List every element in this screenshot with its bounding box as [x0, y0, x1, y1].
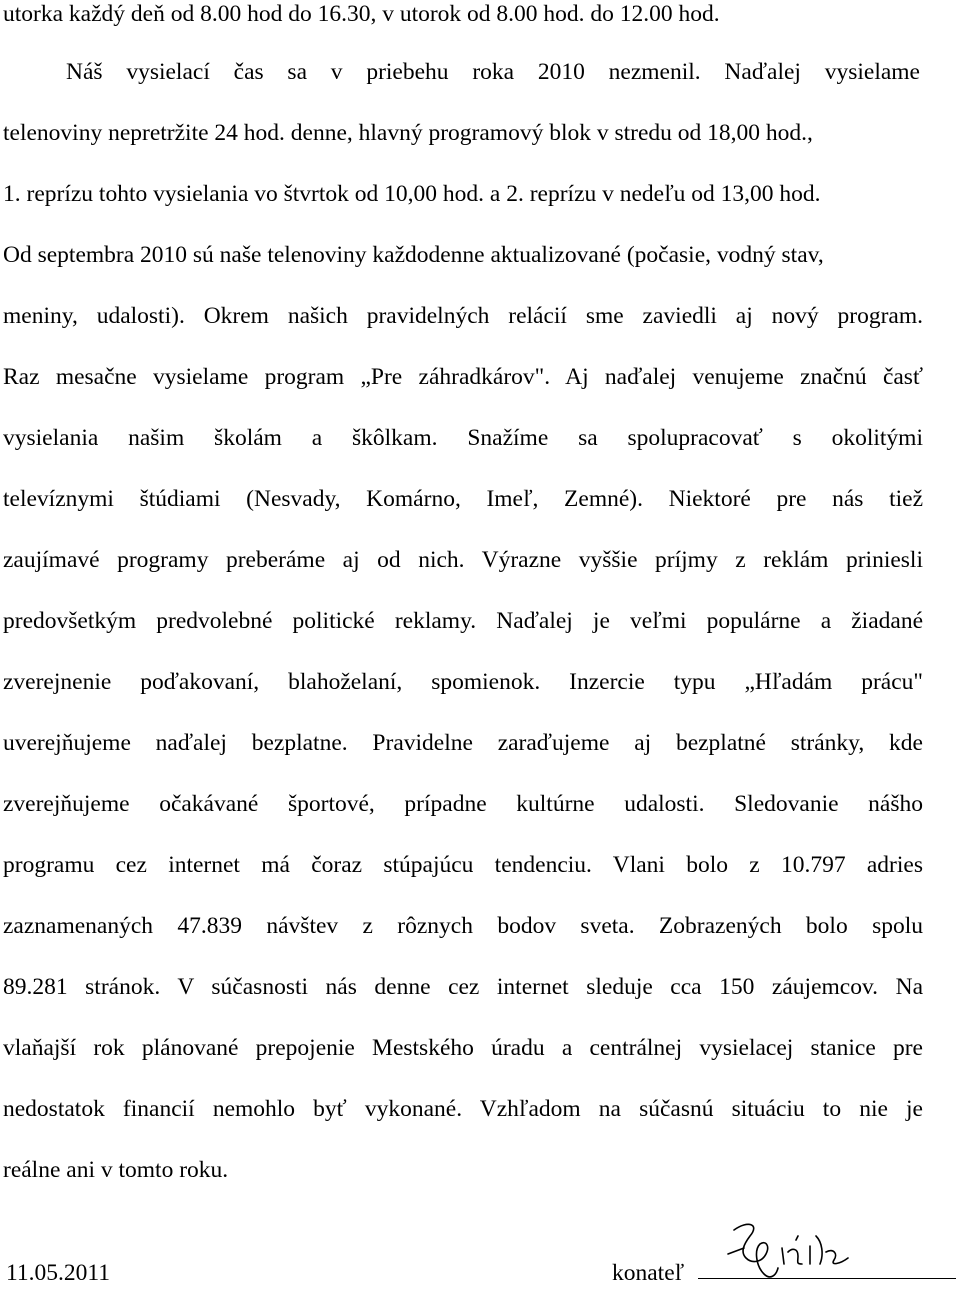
text-line: zaznamenaných 47.839 návštev z rôznych bodov sveta. Zobrazených bolo spolu — [3, 913, 923, 939]
text-line: zaujímavé programy preberáme aj od nich. Výrazne vyššie príjmy z reklám priniesli — [3, 547, 923, 573]
text-line: Raz mesačne vysielame program „Pre záhradkárov". Aj naďalej venujeme značnú časť — [3, 364, 923, 390]
text-line: predovšetkým predvolebné politické reklamy. Naďalej je veľmi populárne a žiadané — [3, 608, 923, 634]
text-line: 1. reprízu tohto vysielania vo štvrtok od 10,00 hod. a 2. reprízu v nedeľu od 13,00 hod. — [3, 181, 821, 207]
text-line: uverejňujeme naďalej bezplatne. Pravidelne zaraďujeme aj bezplatné stránky, kde — [3, 730, 923, 756]
text-line: 89.281 stránok. V súčasnosti nás denne cez internet sleduje cca 150 záujemcov. Na — [3, 974, 923, 1000]
signatory-role: konateľ — [612, 1260, 685, 1286]
handwritten-signature — [726, 1218, 866, 1284]
text-line: programu cez internet má čoraz stúpajúcu tendenciu. Vlani bolo z 10.797 adries — [3, 852, 923, 878]
signature-line — [698, 1278, 956, 1279]
text-line: Náš vysielací čas sa v priebehu roka 2010 nezmenil. Naďalej vysielame — [66, 59, 920, 85]
text-line: reálne ani v tomto roku. — [3, 1157, 229, 1183]
text-line: Od septembra 2010 sú naše telenoviny každodenne aktualizované (počasie, vodný stav, — [3, 242, 824, 268]
text-line: vysielania našim školám a škôlkam. Snažíme sa spolupracovať s okolitými — [3, 425, 923, 451]
text-line: nedostatok financií nemohlo byť vykonané. Vzhľadom na súčasnú situáciu to nie je — [3, 1096, 923, 1122]
text-line: utorka každý deň od 8.00 hod do 16.30, v utorok od 8.00 hod. do 12.00 hod. — [3, 1, 720, 27]
text-line: zverejňujeme očakávané športové, prípadne kultúrne udalosti. Sledovanie nášho — [3, 791, 923, 817]
text-line: meniny, udalosti). Okrem našich pravidelných relácií sme zaviedli aj nový program. — [3, 303, 923, 329]
text-line: telenoviny nepretržite 24 hod. denne, hlavný programový blok v stredu od 18,00 hod., — [3, 120, 813, 146]
text-line: televíznymi štúdiami (Nesvady, Komárno, Imeľ, Zemné). Niektoré pre nás tiež — [3, 486, 923, 512]
document-date: 11.05.2011 — [6, 1260, 111, 1286]
text-line: vlaňajší rok plánované prepojenie Mestského úradu a centrálnej vysielacej stanice pre — [3, 1035, 923, 1061]
text-line: zverejnenie poďakovaní, blahoželaní, spomienok. Inzercie typu „Hľadám prácu" — [3, 669, 923, 695]
